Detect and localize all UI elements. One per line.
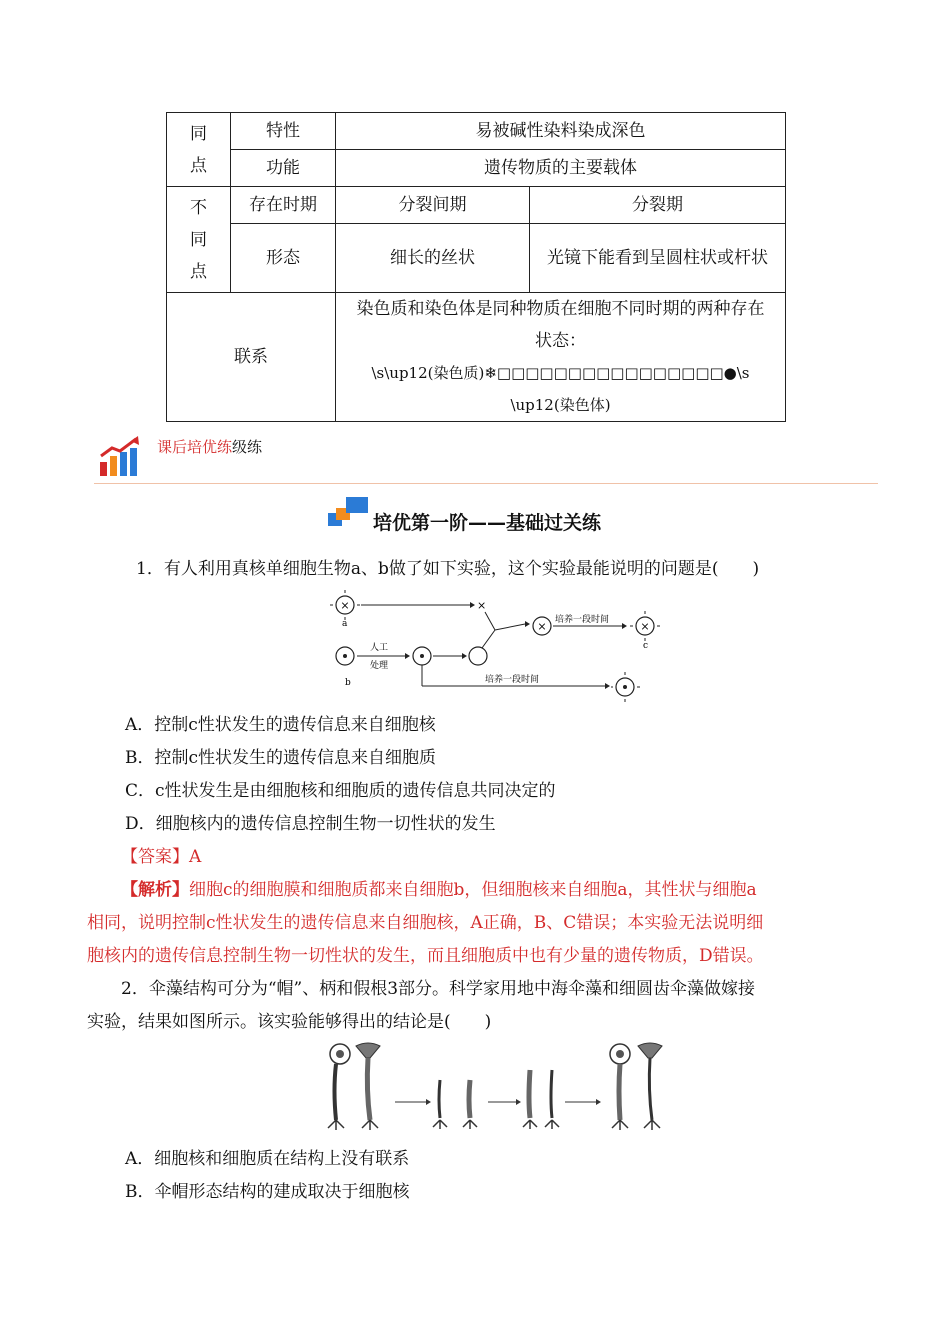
- alga-crenulata-icon: [328, 1044, 350, 1130]
- divider: [94, 483, 878, 484]
- label-culture-top: 培养一段时间: [555, 615, 610, 625]
- form-label: 形态: [231, 224, 336, 293]
- form-interphase: 细长的丝状: [336, 224, 530, 293]
- label-c: c: [643, 641, 649, 651]
- q2-stem-2: 实验，结果如图所示。该实验能够得出的结论是( ): [87, 1012, 492, 1032]
- relation-text-2: \s\up12(染色质)❄□□□□□□□□□□□□□□□□●\s\up12(染色体): [371, 364, 750, 414]
- q1-option-a: A．控制c性状发生的遗传信息来自细胞核: [125, 715, 436, 735]
- q1-analysis-2: 相同，说明控制c性状发生的遗传信息来自细胞核，A正确，B、C错误；本实验无法说明细: [87, 913, 764, 933]
- svg-text:×: ×: [537, 620, 547, 633]
- q1-answer: 【答案】A: [121, 847, 202, 867]
- section-title: 培优第一阶——基础过关练: [373, 512, 602, 534]
- relation-text-1: 染色质和染色体是同种物质在细胞不同时期的两种存在状态：: [356, 299, 765, 351]
- q1-analysis-3: 胞核内的遗传信息控制生物一切性状的发生，而且细胞质中也有少量的遗传物质，D错误。: [87, 946, 764, 966]
- cell-c: [630, 611, 660, 641]
- division-header: 分裂期: [530, 187, 786, 224]
- relation-text: [336, 293, 786, 422]
- label-a: a: [342, 619, 348, 629]
- q2-grafting-figure: [320, 1040, 670, 1136]
- cell-a: [330, 590, 360, 620]
- label-treat-1: 人工: [370, 643, 389, 653]
- bar-chart-logo-icon: [98, 436, 142, 478]
- q1-stem: 1．有人利用真核单细胞生物a、b做了如下实验，这个实验最能说明的问题是( ): [136, 559, 760, 579]
- relation-label: 联系: [167, 293, 336, 422]
- q2-stem-1: 2．伞藻结构可分为“帽”、柄和假根3部分。科学家用地中海伞藻和细圆齿伞藻做嫁接: [121, 979, 756, 999]
- form-division: 光镜下能看到呈圆柱状或杆状: [530, 224, 786, 293]
- label-treat-2: 处理: [370, 661, 389, 671]
- q2-option-a: A．细胞核和细胞质在结构上没有联系: [125, 1149, 410, 1169]
- label-culture-bottom: 培养一段时间: [485, 675, 540, 685]
- period-label: 存在时期: [231, 187, 336, 224]
- q2-option-b: B．伞帽形态结构的建成取决于细胞核: [125, 1182, 410, 1202]
- section-header: [157, 437, 267, 458]
- q1-analysis-1: 【解析】细胞c的细胞膜和细胞质都来自细胞b，但细胞核来自细胞a，其性状与细胞a: [121, 880, 757, 900]
- section-header-black: 级练: [232, 438, 263, 456]
- stairs-icon: [328, 497, 372, 529]
- alga-mediterranea-icon: [356, 1043, 380, 1130]
- same-label: 同点: [167, 113, 231, 187]
- comparison-table: [166, 112, 786, 422]
- q1-option-d: D．细胞核内的遗传信息控制生物一切性状的发生: [125, 814, 496, 834]
- section-header-red: 课后培优练: [157, 438, 233, 456]
- label-x: ×: [477, 599, 487, 612]
- svg-text:×: ×: [340, 599, 350, 612]
- q1-option-c: C．c性状发生是由细胞核和细胞质的遗传信息共同决定的: [125, 781, 556, 801]
- cell-b: [336, 647, 354, 665]
- svg-text:×: ×: [640, 620, 650, 633]
- function-label: 功能: [231, 150, 336, 187]
- label-b: b: [345, 678, 351, 688]
- interphase-header: 分裂间期: [336, 187, 530, 224]
- cell-result-b-icon: [611, 672, 641, 702]
- trait-label: 特性: [231, 113, 336, 150]
- function-value: 遗传物质的主要载体: [336, 150, 786, 187]
- diff-label: 不同点: [167, 187, 231, 293]
- q1-option-b: B．控制c性状发生的遗传信息来自细胞质: [125, 748, 437, 768]
- trait-value: 易被碱性染料染成深色: [336, 113, 786, 150]
